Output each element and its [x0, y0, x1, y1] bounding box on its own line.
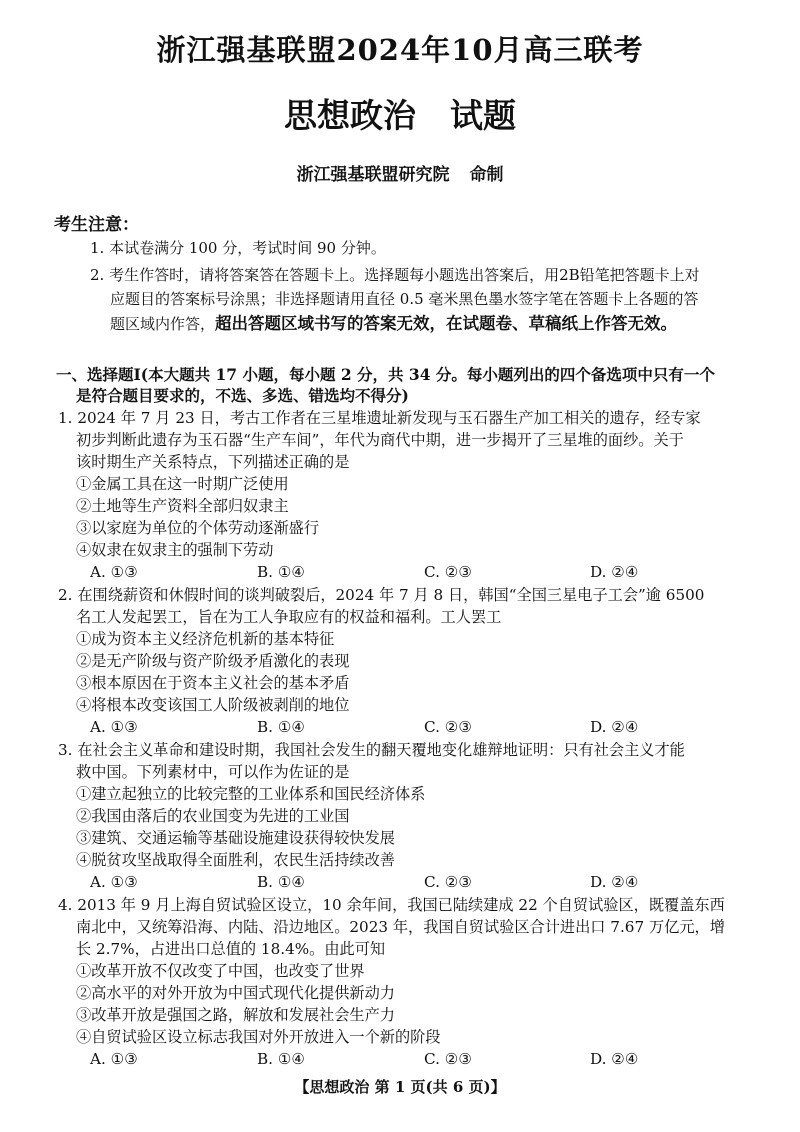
question-3-option-2: ②我国由落后的农业国变为先进的工业国: [76, 807, 350, 825]
notice-item-2-line-1: 2. 考生作答时，请将答案答在答题卡上。选择题每小题选出答案后，用2B铅笔把答题卡上对: [90, 266, 700, 284]
notice-item-2-line-3: [110, 312, 738, 336]
question-3-option-1: ①建立起独立的比较完整的工业体系和国民经济体系: [76, 785, 426, 803]
notice-item-2-text: 题区域内作答，: [110, 315, 216, 333]
answer-b: B. ①④: [257, 1050, 306, 1068]
answer-c: C. ②③: [424, 563, 472, 581]
answer-d: D. ②④: [590, 873, 639, 891]
notice-heading: 考生注意：: [54, 215, 139, 235]
question-2-option-1: ①成为资本主义经济危机新的基本特征: [76, 630, 335, 648]
answer-a: A. ①③: [90, 1050, 138, 1068]
question-4-option-2: ②高水平的对外开放为中国式现代化提供新动力: [76, 984, 395, 1002]
question-2-stem-2: 名工人发起罢工，旨在为工人争取应有的权益和福利。工人罢工: [76, 608, 502, 626]
answer-a: A. ①③: [90, 563, 138, 581]
answer-d: D. ②④: [590, 718, 639, 736]
question-4-option-1: ①改革开放不仅改变了中国，也改变了世界: [76, 962, 365, 980]
subject-title: [0, 90, 800, 137]
question-3-option-4: ④脱贫攻坚战取得全面胜利，农民生活持续改善: [76, 851, 395, 869]
question-2-option-3: ③根本原因在于资本主义社会的基本矛盾: [76, 674, 350, 692]
answer-b: B. ①④: [257, 718, 306, 736]
author-made: 命制: [469, 165, 504, 185]
question-2-option-4: ④将根本改变该国工人阶级被剥削的地位: [76, 696, 350, 714]
answer-d: D. ②④: [590, 563, 639, 581]
question-1-option-4: ④奴隶在奴隶主的强制下劳动: [76, 541, 274, 559]
answer-b: B. ①④: [257, 873, 306, 891]
page-footer: 【思想政治 第 1 页(共 6 页)】: [294, 1078, 506, 1096]
question-4-option-4: ④自贸试验区设立标志我国对外开放进入一个新的阶段: [76, 1028, 441, 1046]
author-org: 浙江强基联盟研究院: [296, 165, 450, 185]
question-3-stem-1: 3. 在社会主义革命和建设时期，我国社会发生的翻天覆地变化雄辩地证明：只有社会主义才能: [58, 741, 685, 759]
exam-title: 浙江强基联盟2024年10月高三联考: [156, 33, 644, 67]
notice-item-1: 1. 本试卷满分 100 分，考试时间 90 分钟。: [90, 239, 386, 257]
question-1-option-2: ②土地等生产资料全部归奴隶主: [76, 497, 289, 515]
answer-c: C. ②③: [424, 718, 472, 736]
answer-a: A. ①③: [90, 718, 138, 736]
question-1-stem-3: 该时期生产关系特点，下列描述正确的是: [76, 453, 350, 471]
answer-b: B. ①④: [257, 563, 306, 581]
notice-item-2-line-2: 应题目的答案标号涂黑；非选择题请用直径 0.5 毫米黑色墨水签字笔在答题卡上各题的答: [110, 290, 699, 308]
notice-item-2-emphasis: 超出答题区域书写的答案无效，在试题卷、草稿纸上作答无效。: [215, 314, 678, 333]
question-2-option-2: ②是无产阶级与资产阶级矛盾激化的表现: [76, 652, 350, 670]
section-heading-line-2: 是符合题目要求的，不选、多选、错选均不得分): [76, 386, 409, 405]
answer-c: C. ②③: [424, 1050, 472, 1068]
question-1-stem-1: 1. 2024 年 7 月 23 日，考古工作者在三星堆遗址新发现与玉石器生产加工相关的遗存，经专家: [58, 409, 701, 427]
subject-name: 思想政治: [284, 96, 416, 135]
author-line: [0, 160, 800, 185]
question-1-option-1: ①金属工具在这一时期广泛使用: [76, 475, 289, 493]
question-4-stem-3: 长 2.7%，占进出口总值的 18.4%。由此可知: [76, 940, 386, 958]
question-4-option-3: ③改革开放是强国之路，解放和发展社会生产力: [76, 1006, 395, 1024]
question-4-stem-1: 4. 2013 年 9 月上海自贸试验区设立，10 余年间，我国已陆续建成 22 个自贸试验区，既覆盖东西: [58, 896, 725, 914]
section-heading-line-1: 一、选择题Ⅰ(本大题共 17 小题，每小题 2 分，共 34 分。每小题列出的四个备选项中只有一个: [56, 365, 715, 384]
answer-d: D. ②④: [590, 1050, 639, 1068]
paper-label: 试题: [450, 96, 516, 135]
question-1-option-3: ③以家庭为单位的个体劳动逐渐盛行: [76, 519, 319, 537]
question-4-stem-2: 南北中，又统筹沿海、内陆、沿边地区。2023 年，我国自贸试验区合计进出口 7.67 万亿元，增: [76, 918, 725, 936]
question-3-stem-2: 救中国。下列素材中，可以作为佐证的是: [76, 763, 350, 781]
answer-a: A. ①③: [90, 873, 138, 891]
question-1-stem-2: 初步判断此遗存为玉石器“生产车间”，年代为商代中期，进一步揭开了三星堆的面纱。关于: [76, 431, 684, 449]
question-2-stem-1: 2. 在围绕薪资和休假时间的谈判破裂后，2024 年 7 月 8 日，韩国“全国三星电子工会”逾 6500: [58, 586, 705, 604]
answer-c: C. ②③: [424, 873, 472, 891]
question-3-option-3: ③建筑、交通运输等基础设施建设获得较快发展: [76, 829, 395, 847]
